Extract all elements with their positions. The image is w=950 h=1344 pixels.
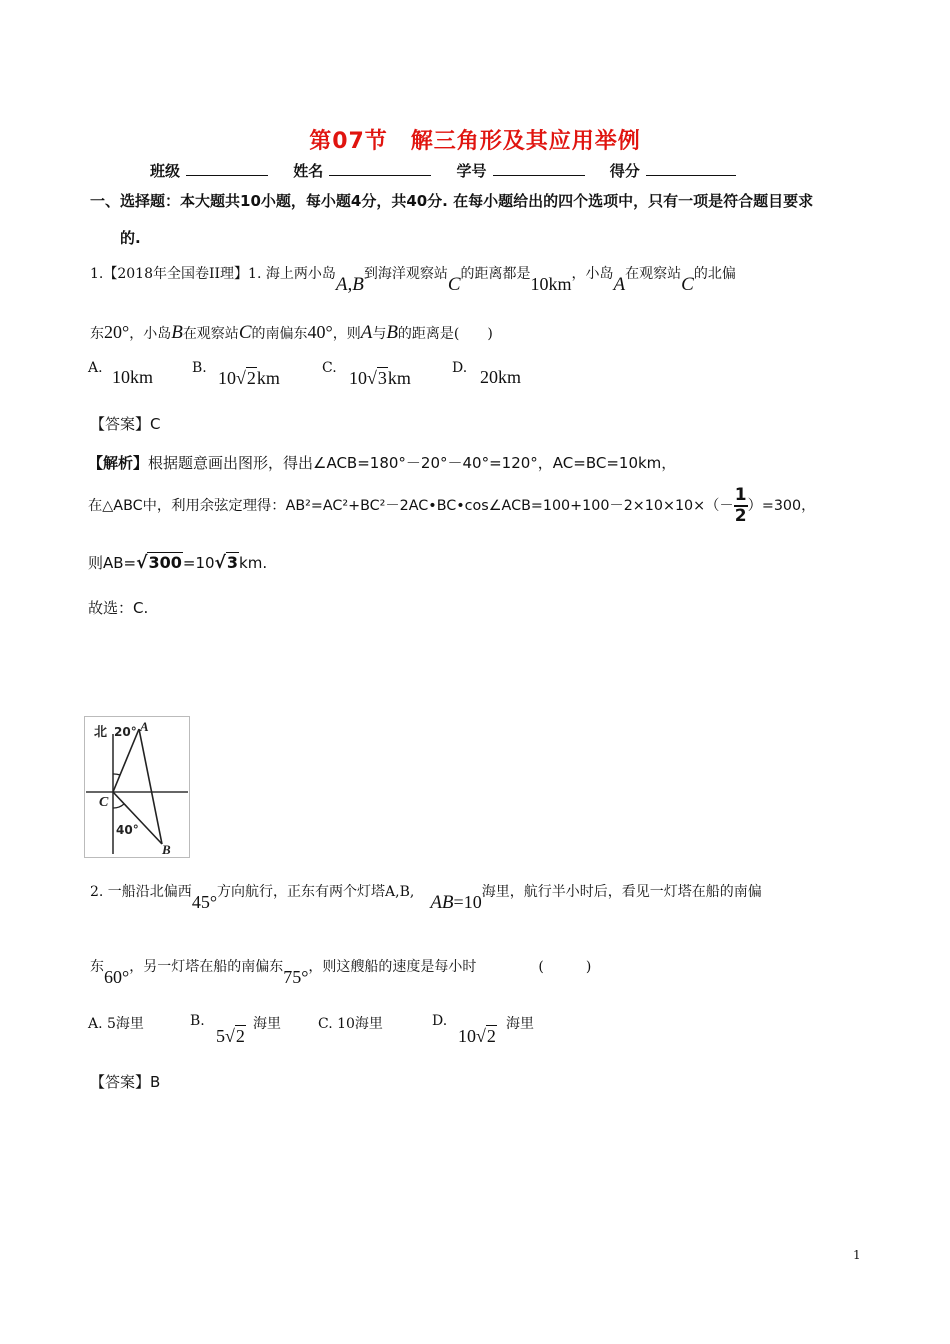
name-label: 姓名 bbox=[293, 162, 324, 180]
name-field[interactable] bbox=[329, 161, 431, 176]
triangle-figure bbox=[84, 716, 190, 858]
q2-line1: 2. 一船沿北偏西45°方向航行，正东有两个灯塔A,B, AB=10海里，航行半小时后，看见一灯塔在船的南偏 bbox=[90, 884, 762, 913]
north-label: 北 bbox=[94, 725, 108, 740]
segment-ab bbox=[139, 729, 162, 844]
score-label: 得分 bbox=[609, 162, 640, 180]
student-info bbox=[150, 160, 756, 181]
q1-option-b: 10√2km bbox=[218, 368, 280, 388]
q2-option-d-label: D. bbox=[432, 1013, 448, 1029]
section-heading-cont: 的. bbox=[120, 229, 141, 247]
q1-option-a-label: A. bbox=[88, 360, 103, 376]
q1-solution-line1: 【解析】根据题意画出图形，得出∠ACB=180°－20°－40°=120°，AC=BC=10km， bbox=[88, 454, 677, 472]
angle-40-label: 40° bbox=[116, 823, 139, 837]
page-number: 1 bbox=[853, 1248, 861, 1262]
q1-option-d: 20km bbox=[480, 367, 522, 387]
section-heading: 一、选择题：本大题共10小题，每小题4分，共40分. 在每小题给出的四个选项中，只有一项是符合题目要求 bbox=[90, 192, 814, 210]
angle-40-arc bbox=[113, 804, 124, 808]
q1-option-b-label: B. bbox=[192, 360, 207, 376]
q1-answer: 【答案】C bbox=[90, 415, 161, 433]
q1-option-d-label: D. bbox=[452, 360, 468, 376]
q2-option-c: C. 10海里 bbox=[318, 1016, 383, 1032]
fraction-one-half: $\frac{1}{2}$ bbox=[734, 485, 747, 526]
id-label: 学号 bbox=[456, 162, 487, 180]
point-a-label: A bbox=[140, 719, 149, 734]
q2-option-b-unit: 海里 bbox=[253, 1016, 281, 1032]
q2-line2: 东60°，另一灯塔在船的南偏东75°，则这艘船的速度是每小时 ( ) bbox=[90, 959, 592, 987]
angle-20-arc bbox=[113, 774, 120, 775]
q2-option-b: 5√2 bbox=[216, 1026, 245, 1046]
angle-20-label: 20° bbox=[114, 725, 137, 739]
q2-option-b-label: B. bbox=[190, 1013, 205, 1029]
q1-option-c: 10√3km bbox=[349, 368, 411, 388]
page-title: 第07节 解三角形及其应用举例 bbox=[309, 129, 641, 154]
id-field[interactable] bbox=[493, 161, 585, 176]
score-field[interactable] bbox=[646, 161, 736, 176]
q2-answer: 【答案】B bbox=[90, 1073, 161, 1091]
class-field[interactable] bbox=[186, 161, 268, 176]
q1-solution-line2: 在△ABC中，利用余弦定理得：AB²=AC²+BC²－2AC•BC•cos∠ACB=100+100－2×10×10×（－ $\frac{1}{2}$ ）=300， bbox=[88, 485, 816, 526]
q1-option-a: 10km bbox=[112, 367, 154, 387]
class-label: 班级 bbox=[150, 162, 181, 180]
q2-option-d: 10√2 bbox=[458, 1026, 496, 1046]
q2-option-d-unit: 海里 bbox=[506, 1016, 534, 1032]
q1-solution-line3: 则AB=√300=10√3km. bbox=[88, 553, 268, 573]
q1-line2: 东20°，小岛B在观察站C的南偏东40°，则A与B的距离是( ) bbox=[90, 322, 493, 343]
q1-solution-line4: 故选：C. bbox=[88, 599, 149, 617]
q1-line1: 1.【2018年全国卷II理】1. 海上两小岛A,B到海洋观察站C的距离都是10km，小岛A在观察站C的北偏 bbox=[90, 266, 736, 295]
q2-option-a: A. 5海里 bbox=[88, 1016, 144, 1032]
point-c-label: C bbox=[99, 795, 109, 810]
q1-option-c-label: C. bbox=[322, 360, 337, 376]
point-b-label: B bbox=[162, 842, 171, 857]
